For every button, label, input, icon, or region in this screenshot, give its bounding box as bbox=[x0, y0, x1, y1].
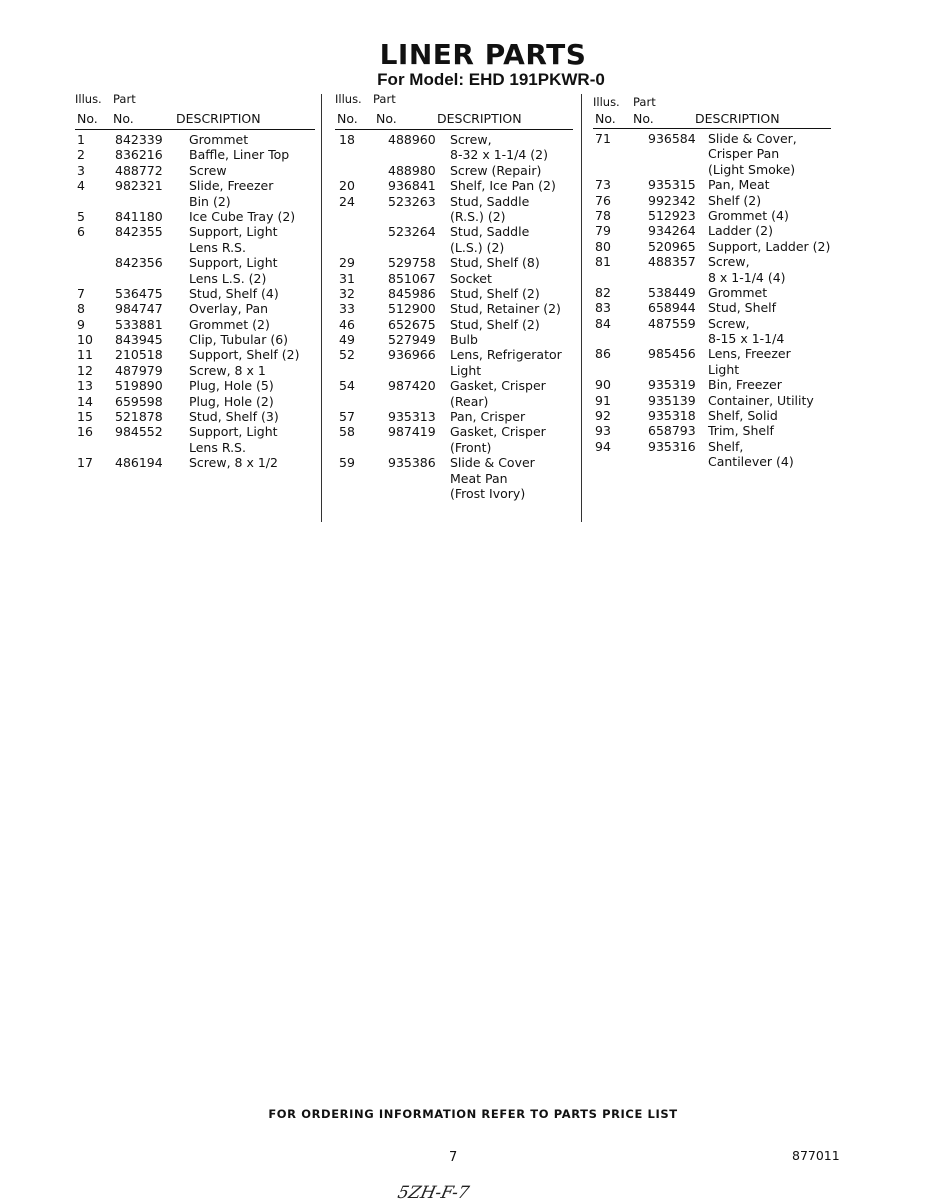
part-no-cell: 841180 bbox=[115, 208, 163, 224]
description-cell: Shelf, bbox=[708, 438, 744, 454]
part-no-cell: 936841 bbox=[388, 178, 436, 194]
part-no-cell: 523264 bbox=[388, 224, 436, 240]
description-cell: Lens R.S. bbox=[189, 239, 246, 255]
description-cell: Screw, 8 x 1 bbox=[189, 362, 266, 378]
part-no-cell: 529758 bbox=[388, 255, 436, 271]
illus-no-cell: 5 bbox=[77, 208, 85, 224]
part-no-cell: 935316 bbox=[648, 438, 696, 454]
illus-no-cell: 76 bbox=[595, 192, 611, 208]
part-no-cell: 935313 bbox=[388, 409, 436, 425]
part-no-cell: 935386 bbox=[388, 455, 436, 471]
illus-no-cell: 94 bbox=[595, 438, 611, 454]
illus-no-cell: 90 bbox=[595, 377, 611, 393]
part-no-cell: 488357 bbox=[648, 254, 696, 270]
description-cell: Gasket, Crisper bbox=[450, 378, 546, 394]
illus-no-cell: 8 bbox=[77, 301, 85, 317]
part-no-cell: 659598 bbox=[115, 393, 163, 409]
description-cell: Shelf, Ice Pan (2) bbox=[450, 178, 556, 194]
description-cell: (Rear) bbox=[450, 393, 489, 409]
description-cell: Clip, Tubular (6) bbox=[189, 332, 289, 348]
part-header: Part bbox=[633, 95, 656, 109]
illus-no-cell: 81 bbox=[595, 254, 611, 270]
description-cell: Support, Ladder (2) bbox=[708, 238, 831, 254]
part-no-cell: 851067 bbox=[388, 270, 436, 286]
part-no-cell: 520965 bbox=[648, 238, 696, 254]
illus-no-cell: 17 bbox=[77, 455, 93, 471]
part-no-cell: 985456 bbox=[648, 346, 696, 362]
description-cell: Lens L.S. (2) bbox=[189, 270, 267, 286]
part-no-cell: 519890 bbox=[115, 378, 163, 394]
description-cell: (R.S.) (2) bbox=[450, 208, 506, 224]
description-cell: Stud, Shelf (2) bbox=[450, 316, 540, 332]
part-no-cell: 936584 bbox=[648, 131, 696, 146]
part-no-cell: 527949 bbox=[388, 332, 436, 348]
illus-no-cell: 33 bbox=[339, 301, 355, 317]
description-cell: Screw, 8 x 1/2 bbox=[189, 455, 278, 471]
description-cell: 8-15 x 1-1/4 bbox=[708, 331, 785, 347]
part-no-cell: 935319 bbox=[648, 377, 696, 393]
illus-no-cell: 80 bbox=[595, 238, 611, 254]
description-header: DESCRIPTION bbox=[437, 111, 522, 126]
column-divider bbox=[321, 94, 322, 522]
illus-no-cell: 2 bbox=[77, 147, 85, 163]
part-no-cell: 486194 bbox=[115, 455, 163, 471]
description-cell: Bin, Freezer bbox=[708, 377, 782, 393]
page-title: LINER PARTS bbox=[379, 38, 587, 71]
part-no-cell: 836216 bbox=[115, 147, 163, 163]
illus-no-header: No. bbox=[337, 111, 358, 126]
description-cell: Trim, Shelf bbox=[708, 423, 774, 439]
illus-header: Illus. bbox=[593, 95, 620, 109]
illus-no-cell: 71 bbox=[595, 131, 611, 146]
description-cell: Stud, Shelf bbox=[708, 300, 777, 316]
page-number: 7 bbox=[449, 1150, 458, 1165]
part-no-cell: 536475 bbox=[115, 285, 163, 301]
illus-no-cell: 29 bbox=[339, 255, 355, 271]
illus-no-cell: 83 bbox=[595, 300, 611, 316]
description-cell: Lens R.S. bbox=[189, 439, 246, 455]
description-cell: Grommet bbox=[708, 284, 768, 300]
description-cell: Screw (Repair) bbox=[450, 162, 542, 178]
parts-table-column-2 bbox=[335, 92, 573, 512]
description-cell: Slide & Cover bbox=[450, 455, 535, 471]
description-cell: (Front) bbox=[450, 439, 492, 455]
description-cell: Light bbox=[708, 361, 740, 377]
part-header: Part bbox=[113, 92, 136, 106]
description-cell: Stud, Shelf (4) bbox=[189, 285, 279, 301]
part-no-cell: 842339 bbox=[115, 132, 163, 147]
description-cell: Crisper Pan bbox=[708, 146, 780, 162]
illus-no-cell: 16 bbox=[77, 424, 93, 440]
part-no-cell: 512923 bbox=[648, 207, 696, 223]
document-number: 877011 bbox=[792, 1148, 840, 1163]
description-cell: Stud, Shelf (8) bbox=[450, 255, 540, 271]
description-cell: Pan, Meat bbox=[708, 177, 770, 193]
part-no-cell: 521878 bbox=[115, 409, 163, 425]
part-header: Part bbox=[373, 92, 396, 106]
description-header: DESCRIPTION bbox=[695, 111, 780, 126]
part-no-cell: 842356 bbox=[115, 255, 163, 271]
illus-no-cell: 59 bbox=[339, 455, 355, 471]
part-no-cell: 987419 bbox=[388, 424, 436, 440]
illus-no-cell: 12 bbox=[77, 362, 93, 378]
illus-no-cell: 57 bbox=[339, 409, 355, 425]
parts-table-column-1 bbox=[75, 92, 315, 512]
part-no-cell: 984552 bbox=[115, 424, 163, 440]
description-cell: Lens, Freezer bbox=[708, 346, 791, 362]
ordering-footer: FOR ORDERING INFORMATION REFER TO PARTS PRICE LIST bbox=[268, 1107, 678, 1121]
part-no-cell: 488772 bbox=[115, 162, 163, 178]
part-no-cell: 523263 bbox=[388, 193, 436, 209]
illus-no-cell: 32 bbox=[339, 285, 355, 301]
model-subtitle: For Model: EHD 191PKWR-0 bbox=[377, 70, 605, 89]
illus-no-cell: 20 bbox=[339, 178, 355, 194]
illus-no-cell: 52 bbox=[339, 347, 355, 363]
description-cell: Support, Light bbox=[189, 255, 278, 271]
part-no-header: No. bbox=[113, 111, 134, 126]
description-cell: Grommet (2) bbox=[189, 316, 270, 332]
illus-no-cell: 15 bbox=[77, 409, 93, 425]
handwritten-note: 5ZH-F-7 bbox=[395, 1183, 471, 1203]
illus-no-cell: 58 bbox=[339, 424, 355, 440]
description-cell: Screw, bbox=[708, 254, 750, 270]
part-no-cell: 936966 bbox=[388, 347, 436, 363]
description-cell: Slide & Cover, bbox=[708, 131, 797, 146]
part-no-header: No. bbox=[633, 111, 654, 126]
part-no-cell: 934264 bbox=[648, 223, 696, 239]
illus-no-cell: 1 bbox=[77, 132, 85, 147]
part-no-cell: 658793 bbox=[648, 423, 696, 439]
part-no-cell: 488980 bbox=[388, 162, 436, 178]
illus-no-cell: 10 bbox=[77, 332, 93, 348]
description-cell: (Frost Ivory) bbox=[450, 485, 526, 501]
description-cell: Stud, Shelf (2) bbox=[450, 285, 540, 301]
description-cell: Shelf (2) bbox=[708, 192, 762, 208]
part-no-cell: 210518 bbox=[115, 347, 163, 363]
description-cell: Pan, Crisper bbox=[450, 409, 526, 425]
part-no-header: No. bbox=[376, 111, 397, 126]
part-no-cell: 538449 bbox=[648, 284, 696, 300]
illus-no-cell: 78 bbox=[595, 207, 611, 223]
part-no-cell: 984747 bbox=[115, 301, 163, 317]
description-cell: Shelf, Solid bbox=[708, 408, 778, 424]
description-cell: Socket bbox=[450, 270, 492, 286]
description-cell: Gasket, Crisper bbox=[450, 424, 546, 440]
description-cell: Support, Light bbox=[189, 224, 278, 240]
illus-no-cell: 82 bbox=[595, 284, 611, 300]
illus-no-cell: 18 bbox=[339, 132, 355, 147]
part-no-cell: 845986 bbox=[388, 285, 436, 301]
description-cell: Grommet bbox=[189, 132, 249, 147]
part-no-cell: 935139 bbox=[648, 392, 696, 408]
description-cell: Meat Pan bbox=[450, 470, 508, 486]
part-no-cell: 488960 bbox=[388, 132, 436, 147]
description-cell: Stud, Shelf (3) bbox=[189, 409, 279, 425]
description-cell: Plug, Hole (5) bbox=[189, 378, 274, 394]
description-cell: Ice Cube Tray (2) bbox=[189, 208, 296, 224]
description-cell: Cantilever (4) bbox=[708, 454, 794, 470]
illus-no-cell: 11 bbox=[77, 347, 93, 363]
description-cell: 8 x 1-1/4 (4) bbox=[708, 269, 786, 285]
illus-no-cell: 4 bbox=[77, 178, 85, 194]
description-cell: Screw, bbox=[450, 132, 492, 147]
description-cell: Stud, Saddle bbox=[450, 224, 530, 240]
illus-no-cell: 49 bbox=[339, 332, 355, 348]
description-cell: Plug, Hole (2) bbox=[189, 393, 274, 409]
illus-header: Illus. bbox=[75, 92, 102, 106]
header-rule bbox=[593, 128, 831, 129]
illus-no-cell: 86 bbox=[595, 346, 611, 362]
description-cell: Light bbox=[450, 362, 482, 378]
illus-no-cell: 14 bbox=[77, 393, 93, 409]
illus-no-cell: 54 bbox=[339, 378, 355, 394]
description-cell: Screw bbox=[189, 162, 227, 178]
parts-table-column-3 bbox=[593, 95, 831, 515]
part-no-cell: 487559 bbox=[648, 315, 696, 331]
part-no-cell: 992342 bbox=[648, 192, 696, 208]
column-divider bbox=[581, 94, 582, 522]
illus-no-cell: 91 bbox=[595, 392, 611, 408]
part-no-cell: 487979 bbox=[115, 362, 163, 378]
description-cell: Overlay, Pan bbox=[189, 301, 269, 317]
description-cell: Bin (2) bbox=[189, 193, 231, 209]
description-cell: Screw, bbox=[708, 315, 750, 331]
description-cell: Grommet (4) bbox=[708, 207, 789, 223]
description-cell: Stud, Saddle bbox=[450, 193, 530, 209]
description-cell: 8-32 x 1-1/4 (2) bbox=[450, 147, 548, 163]
illus-no-cell: 6 bbox=[77, 224, 85, 240]
illus-header: Illus. bbox=[335, 92, 362, 106]
description-cell: Container, Utility bbox=[708, 392, 814, 408]
part-no-cell: 982321 bbox=[115, 178, 163, 194]
description-cell: Ladder (2) bbox=[708, 223, 774, 239]
part-no-cell: 652675 bbox=[388, 316, 436, 332]
part-no-cell: 843945 bbox=[115, 332, 163, 348]
illus-no-cell: 46 bbox=[339, 316, 355, 332]
description-cell: Support, Light bbox=[189, 424, 278, 440]
illus-no-cell: 84 bbox=[595, 315, 611, 331]
illus-no-cell: 7 bbox=[77, 285, 85, 301]
description-cell: (Light Smoke) bbox=[708, 161, 796, 177]
part-no-cell: 533881 bbox=[115, 316, 163, 332]
description-cell: Slide, Freezer bbox=[189, 178, 274, 194]
description-cell: (L.S.) (2) bbox=[450, 239, 505, 255]
header-rule bbox=[335, 129, 573, 130]
description-cell: Lens, Refrigerator bbox=[450, 347, 562, 363]
illus-no-cell: 31 bbox=[339, 270, 355, 286]
illus-no-cell: 79 bbox=[595, 223, 611, 239]
description-cell: Baffle, Liner Top bbox=[189, 147, 290, 163]
illus-no-header: No. bbox=[595, 111, 616, 126]
illus-no-cell: 92 bbox=[595, 408, 611, 424]
illus-no-header: No. bbox=[77, 111, 98, 126]
part-no-cell: 935318 bbox=[648, 408, 696, 424]
illus-no-cell: 93 bbox=[595, 423, 611, 439]
part-no-cell: 512900 bbox=[388, 301, 436, 317]
part-no-cell: 842355 bbox=[115, 224, 163, 240]
illus-no-cell: 9 bbox=[77, 316, 85, 332]
illus-no-cell: 73 bbox=[595, 177, 611, 193]
part-no-cell: 935315 bbox=[648, 177, 696, 193]
description-cell: Support, Shelf (2) bbox=[189, 347, 300, 363]
header-rule bbox=[75, 129, 315, 130]
part-no-cell: 987420 bbox=[388, 378, 436, 394]
illus-no-cell: 3 bbox=[77, 162, 85, 178]
illus-no-cell: 13 bbox=[77, 378, 93, 394]
description-header: DESCRIPTION bbox=[176, 111, 261, 126]
description-cell: Stud, Retainer (2) bbox=[450, 301, 561, 317]
illus-no-cell: 24 bbox=[339, 193, 355, 209]
description-cell: Bulb bbox=[450, 332, 478, 348]
part-no-cell: 658944 bbox=[648, 300, 696, 316]
